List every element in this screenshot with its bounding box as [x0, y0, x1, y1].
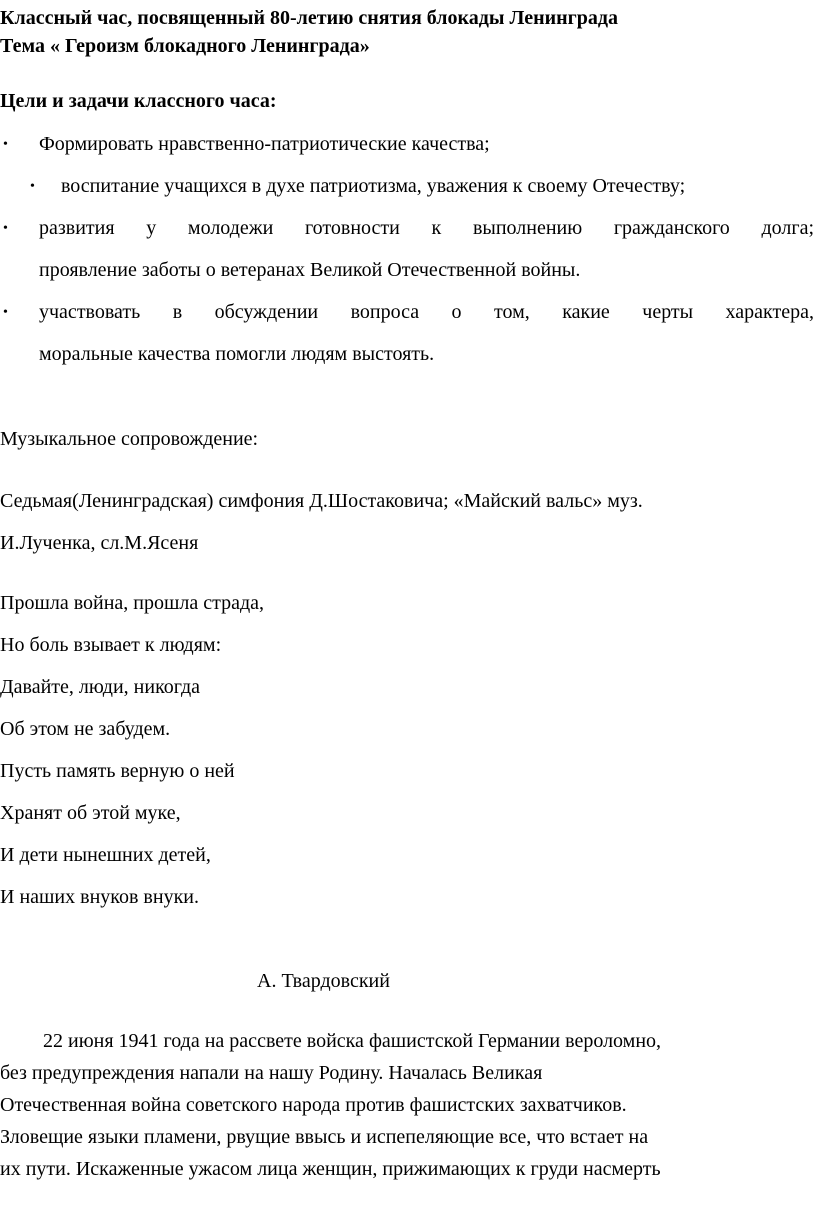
goal-item-1: Формировать нравственно-патриотические качества;: [39, 133, 490, 155]
poem-line: Об этом не забудем.: [0, 718, 171, 740]
document-title: Классный час, посвященный 80-летию снятия блокады Ленинграда: [0, 7, 618, 29]
goal-item-4-line-1: участвовать в обсуждении вопроса о том, какие черты характера,: [39, 301, 814, 323]
poem-line: Но боль взывает к людям:: [0, 634, 222, 656]
body-text-line: их пути. Искаженные ужасом лица женщин, прижимающих к груди насмерть: [0, 1158, 661, 1180]
document-topic: Тема « Героизм блокадного Ленинграда»: [0, 35, 370, 57]
poem-line: Пусть память верную о ней: [0, 760, 235, 782]
poem-line: Хранят об этой муке,: [0, 802, 181, 824]
poem-line: Прошла война, прошла страда,: [0, 592, 265, 614]
goal-item-4-line-2: моральные качества помогли людям выстоять.: [39, 343, 435, 365]
poem-author: А. Твардовский: [257, 970, 390, 992]
body-text-line: без предупреждения напали на нашу Родину. Началась Великая: [0, 1062, 543, 1084]
bullet-marker: •: [3, 305, 8, 320]
goals-heading: Цели и задачи классного часа:: [0, 90, 277, 112]
music-line-2: И.Лученка, сл.М.Ясеня: [0, 532, 199, 554]
poem-line: И наших внуков внуки.: [0, 886, 199, 908]
body-text-line: Зловещие языки пламени, рвущие ввысь и испепеляющие все, что встает на: [0, 1126, 649, 1148]
goal-item-3-line-1: развития у молодежи готовности к выполнению гражданского долга;: [39, 217, 814, 239]
poem-line: Давайте, люди, никогда: [0, 676, 201, 698]
music-line-1: Седьмая(Ленинградская) симфония Д.Шостаковича; «Майский вальс» муз.: [0, 490, 643, 512]
goal-item-3-line-2: проявление заботы о ветеранах Великой Отечественной войны.: [39, 259, 581, 281]
poem-line: И дети нынешних детей,: [0, 844, 211, 866]
bullet-marker: •: [3, 137, 8, 152]
music-label: Музыкальное сопровождение:: [0, 428, 259, 450]
bullet-marker: •: [30, 179, 35, 194]
bullet-marker: •: [3, 221, 8, 236]
body-text-line: Отечественная война советского народа против фашистских захватчиков.: [0, 1094, 627, 1116]
goal-item-2: воспитание учащихся в духе патриотизма, уважения к своему Отечеству;: [61, 175, 686, 197]
body-text-line: 22 июня 1941 года на рассвете войска фашистской Германии вероломно,: [43, 1030, 662, 1052]
